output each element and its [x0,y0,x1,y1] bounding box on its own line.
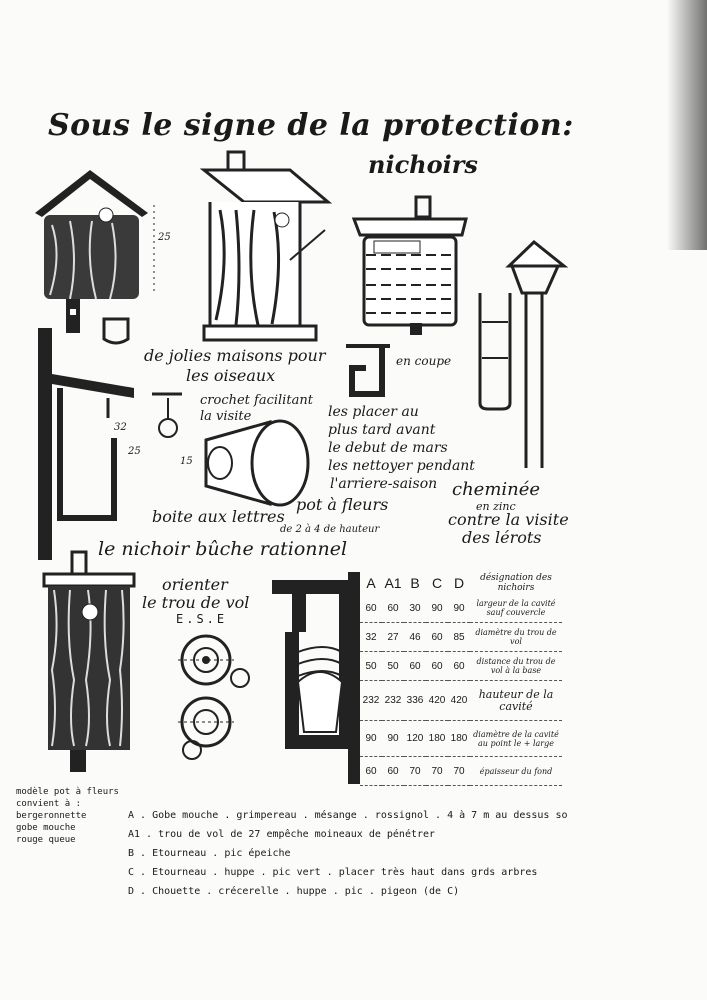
col-header-c: C [431,575,443,591]
label-cheminee-1: cheminée [452,479,541,500]
label-placer-5: l'arriere-saison [330,476,438,492]
table-row [360,594,562,623]
row-label: diamètre du trou de vol [470,623,562,652]
row-label: diamètre de la cavité au point le + large [470,721,562,757]
table-cell: 60 [382,594,404,623]
pot-model-line: bergeronnette [16,811,87,821]
pot-model-note [16,786,119,846]
table-cell: 46 [404,623,426,652]
table-cell: 85 [448,623,470,652]
col-header-designation: désignation des nichoirs [480,573,552,593]
label-orienter-3: E.S.E [176,612,228,626]
table-row [360,623,562,652]
dimension-25-top: 25 [158,232,171,243]
scan-edge-shadow [667,0,707,250]
legend-line-a: A . Gobe mouche . grimpereau . mésange . rossignol . 4 à 7 m au dessus so [128,810,568,821]
label-cheminee-2: en zinc [476,500,516,513]
log-nest-box-illustration [40,550,136,775]
label-orienter-1: orienter [162,575,228,594]
col-header-a1: A1 [384,575,402,591]
log-birdhouse-illustration [30,165,165,340]
label-crochet-1: crochet facilitant [200,393,313,408]
label-placer-3: le debut de mars [328,440,448,456]
log-cross-section-illustration [266,572,366,787]
table-cell: 90 [426,594,448,623]
table-cell: 70 [426,757,448,786]
row-label: distance du trou de vol à la base [470,652,562,681]
label-orienter-2: le trou de vol [142,593,250,612]
table-cell: 60 [382,757,404,786]
table-cell: 60 [360,594,382,623]
table-cell: 232 [382,681,404,721]
legend-line-c: C . Etourneau . huppe . pic vert . placer très haut dans grds arbres [128,867,538,878]
row-label: largeur de la cavité sauf couvercle [470,594,562,623]
label-boite: boite aux lettres [152,507,285,526]
label-jolies-2: les oiseaux [186,366,276,385]
table-cell: 90 [448,594,470,623]
zinc-chimney-illustration [474,238,574,473]
label-jolies-1: de jolies maisons pour [144,346,326,365]
table-cell: 27 [382,623,404,652]
table-cell: 50 [360,652,382,681]
table-row [360,652,562,681]
table-cell: 232 [360,681,382,721]
label-pot-2: de 2 à 4 de hauteur [280,524,380,535]
table-cell: 60 [426,623,448,652]
dimension-25-side: 25 [128,446,141,457]
label-placer-2: plus tard avant [328,422,436,438]
legend-line-b: B . Etourneau . pic épeiche [128,848,291,859]
label-cheminee-3: contre la visite [448,510,569,529]
dimensions-table [360,572,562,786]
table-header-row [360,572,562,594]
birch-birdhouse-illustration [350,195,472,335]
section-bracket-illustration [342,338,394,398]
orientation-diagram [170,630,270,775]
pot-model-line: rouge queue [16,835,76,845]
label-crochet-2: la visite [200,409,252,424]
table-cell: 32 [360,623,382,652]
table-cell: 180 [448,721,470,757]
label-cheminee-4: des lérots [462,528,542,547]
table-cell: 60 [448,652,470,681]
label-en-coupe: en coupe [396,354,452,368]
pot-model-line: modèle pot à fleurs [16,787,119,797]
label-placer-1: les placer au [328,404,419,420]
page-subtitle: nichoirs [368,150,478,179]
dimension-15: 15 [180,456,193,467]
table-row [360,681,562,721]
table-cell: 420 [426,681,448,721]
table-cell: 60 [426,652,448,681]
table-cell: 70 [404,757,426,786]
label-pot-1: pot à fleurs [296,495,389,514]
table-row [360,757,562,786]
table-cell: 90 [360,721,382,757]
table-cell: 90 [382,721,404,757]
table-cell: 336 [404,681,426,721]
pot-model-line: gobe mouche [16,823,76,833]
label-placer-4: les nettoyer pendant [328,458,475,474]
row-label: hauteur de la cavité [470,681,562,721]
table-cell: 60 [360,757,382,786]
table-cell: 60 [404,652,426,681]
hook-icon [148,390,188,440]
col-header-d: D [453,575,465,591]
table-cell: 50 [382,652,404,681]
col-header-b: B [410,575,420,591]
row-label: épaisseur du fond [470,757,562,786]
table-cell: 120 [404,721,426,757]
page-title: Sous le signe de la protection: [48,108,574,143]
dimension-32: 32 [114,422,127,433]
col-header-a: A [366,575,376,591]
pot-model-line: convient à : [16,799,82,809]
table-cell: 70 [448,757,470,786]
table-cell: 420 [448,681,470,721]
side-section-illustration [34,328,144,560]
table-cell: 30 [404,594,426,623]
legend-line-a1: A1 . trou de vol de 27 empêche moineaux de pénétrer [128,829,436,840]
plank-birdhouse-illustration [200,150,335,345]
table-row [360,721,562,757]
table-cell: 180 [426,721,448,757]
label-nichoir-rationnel: le nichoir bûche rationnel [98,538,348,560]
species-legend [128,806,568,901]
legend-line-d: D . Chouette . crécerelle . huppe . pic . pigeon (de C) [128,886,460,897]
